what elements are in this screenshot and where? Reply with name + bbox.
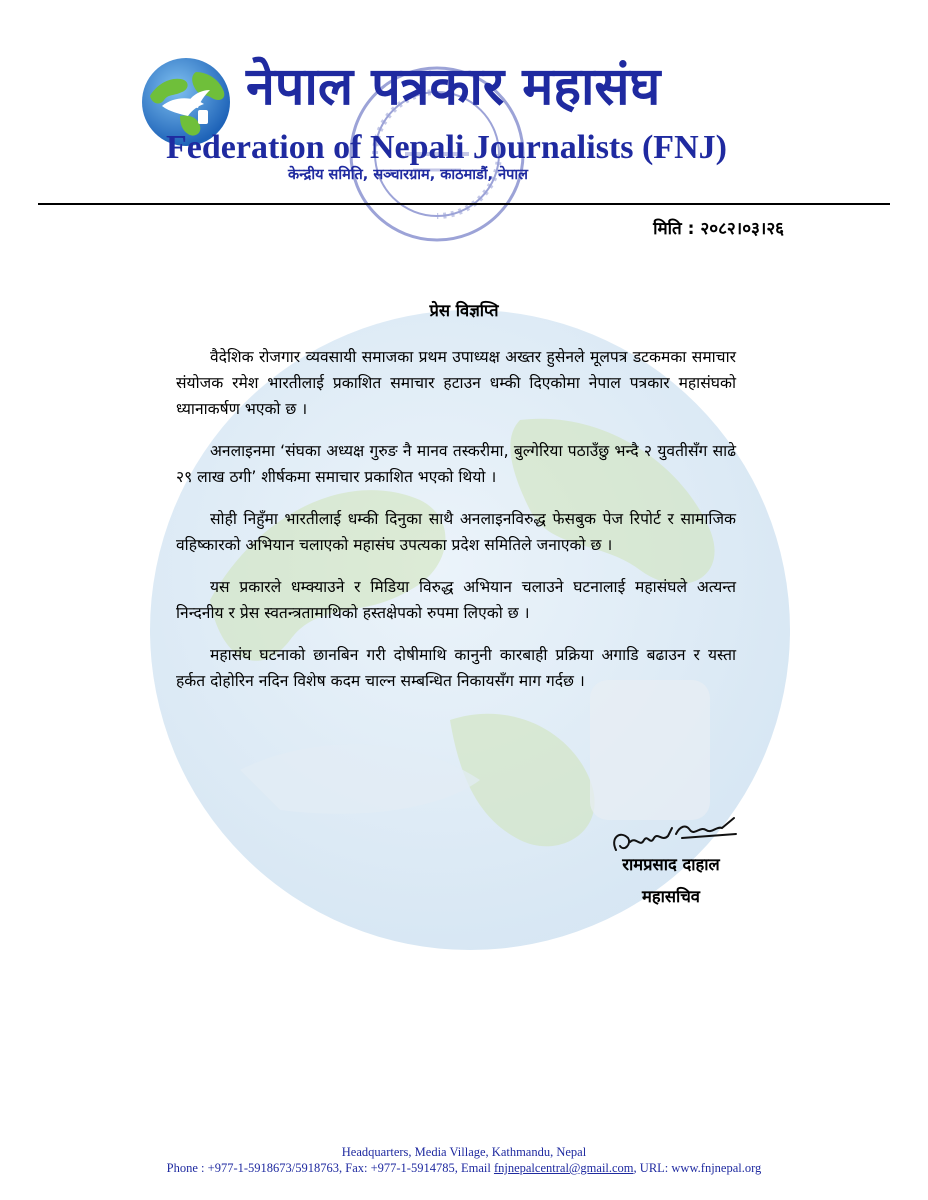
footer-url: , URL: www.fnjnepal.org [633,1161,762,1175]
press-release-title: प्रेस विज्ञप्ति [429,301,499,320]
header-divider [38,203,890,205]
paragraph: वैदेशिक रोजगार व्यवसायी समाजका प्रथम उपाध्यक्ष अख्तर हुसेनले मूलपत्र डटकमका समाचार संयोजक रमेश भारतीलाई प्रकाशित समाचार हटाउन धम्की दिएकोमा नेपाल पत्रकार महासंघको ध्यानाकर्षण भएको छ । [176,348,736,418]
press-release-body [176,344,736,710]
org-title-nepali: नेपाल पत्रकार महासंघ [246,57,661,117]
footer [0,1144,928,1176]
paragraph: सोही निहुँमा भारतीलाई धम्की दिनुका साथै अनलाइनविरुद्ध फेसबुक पेज रिपोर्ट र सामाजिक वहिष्कारको अभियान चलाएको महासंघ उपत्यका प्रदेश समितिले जनाएको छ । [176,510,736,554]
paragraph: महासंघ घटनाको छानबिन गरी दोषीमाथि कानुनी कारबाही प्रक्रिया अगाडि बढाउन र यस्ता हर्कत दोहोरिन नदिन विशेष कदम चाल्न सम्बन्धित निकायसँग माग गर्दछ । [176,646,736,690]
paragraph: यस प्रकारले धम्क्याउने र मिडिया विरुद्ध अभियान चलाउने घटनालाई महासंघले अत्यन्त निन्दनीय र प्रेस स्वतन्त्रतामाथिको हस्तक्षेपको रुपमा लिएको छ । [176,578,736,622]
date-line [653,216,784,242]
footer-phone-fax: Phone : +977-1-5918673/5918763, Fax: +977-1-5914785, Email [166,1161,491,1175]
signatory-title: महासचिव [642,887,700,906]
footer-contact [0,1160,928,1176]
signatory-name: रामप्रसाद दाहाल [622,855,720,874]
footer-address: Headquarters, Media Village, Kathmandu, Nepal [341,1145,587,1159]
date-value: २०८२।०३।२६ [700,219,784,239]
date-label: मिति : [653,219,695,239]
paragraph: अनलाइनमा ‘संघका अध्यक्ष गुरुङ नै मानव तस्करीमा, बुल्गेरिया पठाउँछु भन्दै २ युवतीसँग साढे २९ लाख ठगी’ शीर्षकमा समाचार प्रकाशित भएको थियो । [176,442,736,486]
org-title-english: Federation of Nepali Journalists (FNJ) [166,129,727,166]
org-subtitle: केन्द्रीय समिति, सञ्चारग्राम, काठमाडौं, नेपाल [288,167,528,183]
footer-email-link[interactable]: fnjnepalcentral@gmail.com [493,1161,634,1175]
